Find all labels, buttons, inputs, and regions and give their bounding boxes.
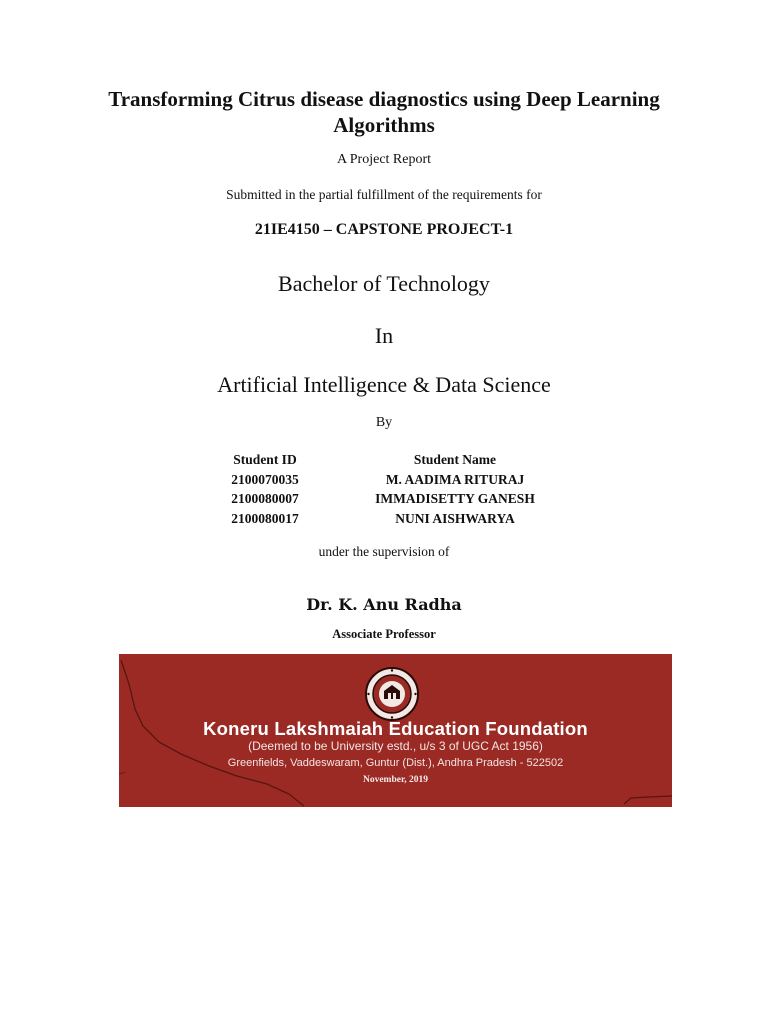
submission-statement: Submitted in the partial fulfillment of the requirements for (226, 187, 542, 202)
student-id: 2100080017 (231, 510, 299, 526)
table-row (200, 509, 580, 529)
student-id: 2100080007 (231, 491, 299, 506)
course-code: 21IE4150 – CAPSTONE PROJECT-1 (254, 221, 514, 238)
student-name: M. AADIMA RITURAJ (385, 471, 525, 487)
student-name: IMMADISETTY GANESH (375, 491, 535, 506)
by-connector: By (375, 415, 393, 430)
supervision-statement: under the supervision of (318, 544, 450, 559)
university-banner (119, 654, 672, 807)
student-id: 2100070035 (231, 471, 299, 487)
student-name: NUNI AISHWARYA (395, 510, 515, 526)
report-title: Transforming Citrus disease diagnostics using Deep Learning Algorithms (108, 87, 660, 137)
in-connector: In (374, 323, 394, 348)
supervisor-name: Dr. K. Anu Radha (306, 595, 462, 614)
students-table (200, 450, 580, 528)
table-header-row (200, 450, 580, 470)
university-seal-icon (364, 666, 420, 722)
report-subtitle: A Project Report (336, 152, 432, 167)
degree-name: Bachelor of Technology (278, 271, 490, 296)
student-id-header: Student ID (233, 452, 297, 467)
organization-address: Greenfields, Vaddeswaram, Guntur (Dist.), Andhra Pradesh - 522502 (227, 757, 564, 769)
supervisor-designation: Associate Professor (332, 627, 436, 641)
university-status: (Deemed to be University estd., u/s 3 of UGC Act 1956) (248, 739, 543, 753)
report-date: November, 2019 (362, 775, 429, 785)
organization-name: Koneru Lakshmaiah Education Foundation (203, 718, 588, 739)
table-row (200, 489, 580, 509)
student-name-header: Student Name (413, 452, 497, 467)
table-row (200, 470, 580, 490)
branch-name: Artificial Intelligence & Data Science (217, 372, 551, 397)
